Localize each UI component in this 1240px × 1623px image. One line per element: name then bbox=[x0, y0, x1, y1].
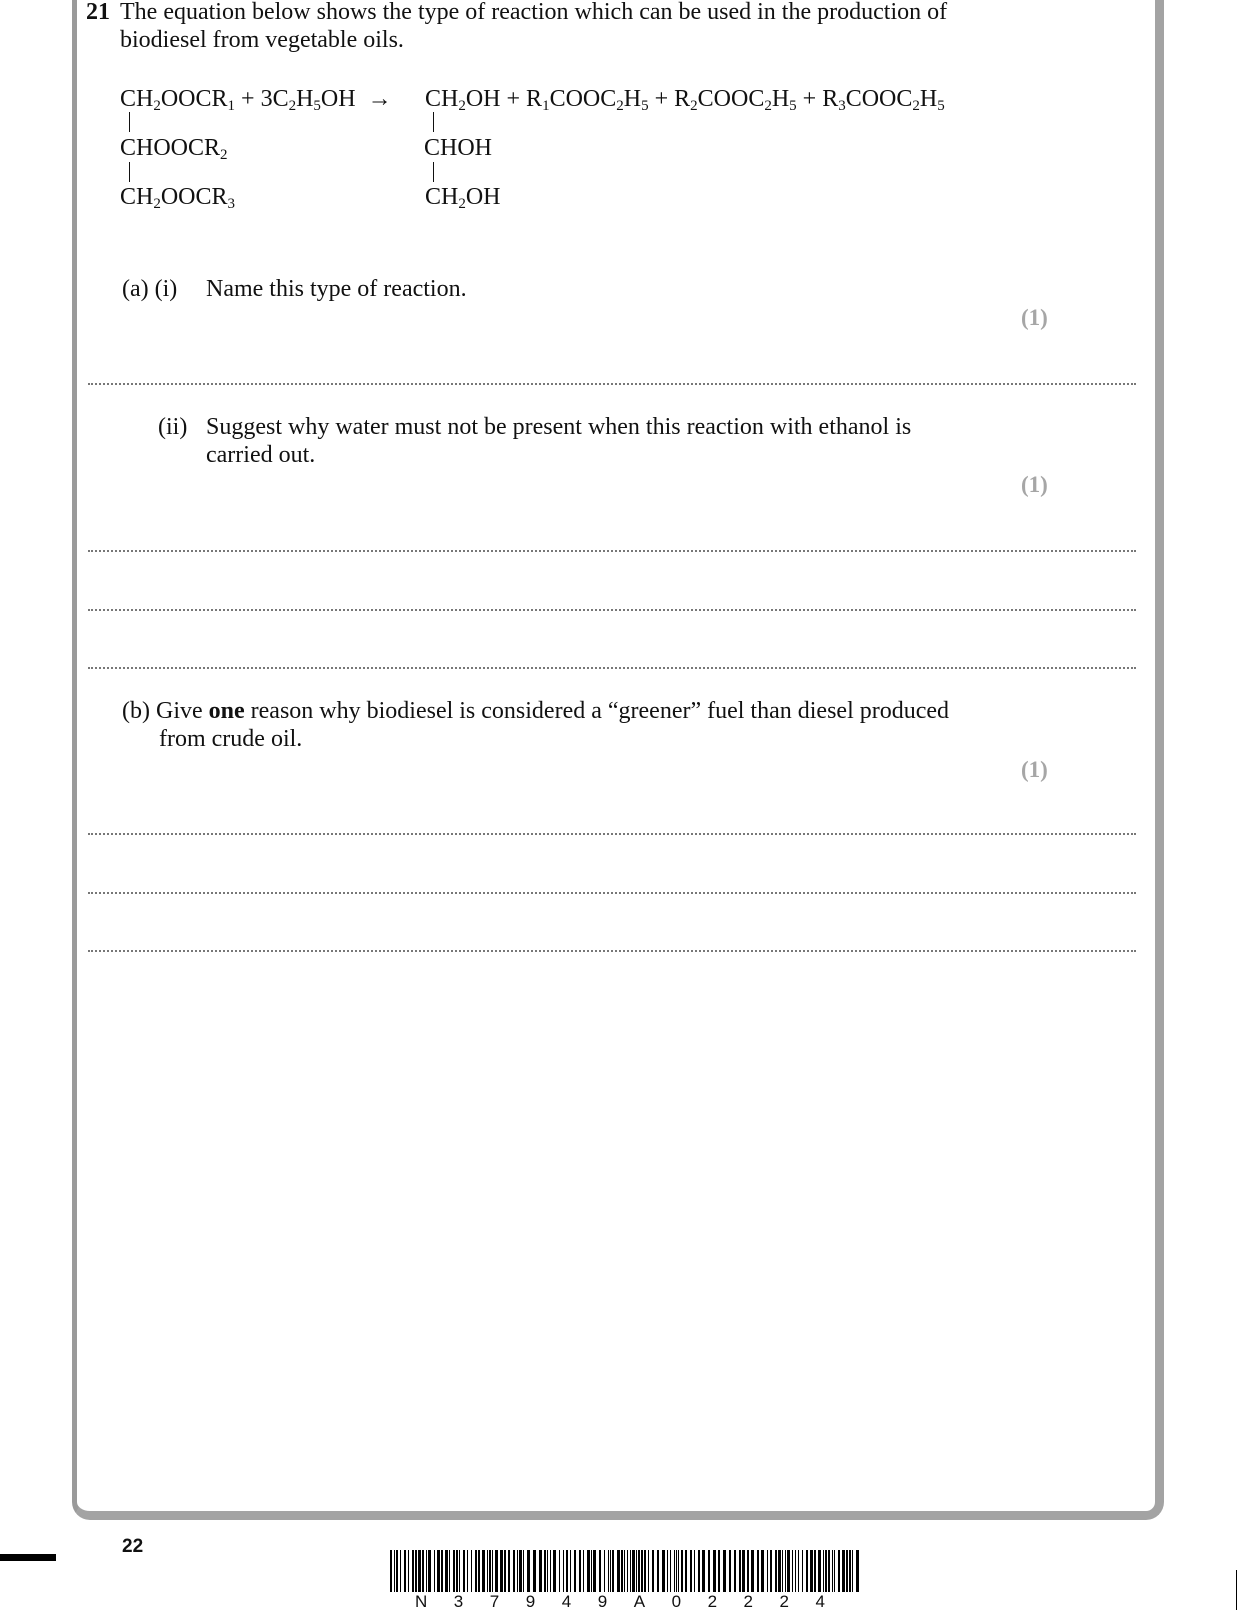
barcode-char: 2 bbox=[707, 1592, 718, 1611]
barcode-bar bbox=[842, 1550, 845, 1592]
question-intro-line2: biodiesel from vegetable oils. bbox=[120, 27, 404, 53]
barcode-bar bbox=[685, 1550, 687, 1592]
barcode-bar bbox=[834, 1550, 835, 1592]
barcode-bar bbox=[632, 1550, 635, 1592]
page-border bbox=[72, 0, 1164, 1520]
barcode-bar bbox=[852, 1550, 853, 1592]
barcode-bar bbox=[533, 1550, 536, 1592]
barcode-bar bbox=[412, 1550, 414, 1592]
answer-line[interactable] bbox=[88, 667, 1136, 669]
barcode-bar bbox=[778, 1550, 781, 1592]
barcode-bar bbox=[563, 1550, 564, 1592]
equation-reactant-mid: $CHOOCR_2$ bbox=[120, 135, 228, 163]
barcode-bar bbox=[729, 1550, 731, 1592]
barcode-bar bbox=[667, 1550, 668, 1592]
part-b-line1: (b) Give one reason why biodiesel is considered a “greener” fuel than diesel produced bbox=[122, 698, 950, 724]
barcode-bar bbox=[761, 1550, 764, 1592]
bond-line bbox=[129, 162, 130, 182]
barcode-bar bbox=[678, 1550, 679, 1592]
barcode-bar bbox=[495, 1550, 498, 1592]
barcode-bar bbox=[456, 1550, 458, 1592]
barcode-bar bbox=[792, 1550, 793, 1592]
equation-product-top: $CH_2OH$ + $R_1COOC_2H_5$ + $R_2COOC_2H_5$ + $R_3COOC_2H_5$ bbox=[425, 86, 945, 114]
barcode-bar bbox=[547, 1550, 548, 1592]
equation-product-bottom: $CH_2OH$ bbox=[425, 184, 501, 212]
barcode-bar bbox=[775, 1550, 777, 1592]
barcode-bar bbox=[559, 1550, 560, 1592]
barcode-bar bbox=[846, 1550, 848, 1592]
answer-line[interactable] bbox=[88, 833, 1136, 835]
barcode-bar bbox=[428, 1550, 431, 1592]
barcode-bar bbox=[624, 1550, 625, 1592]
barcode-bar bbox=[810, 1550, 813, 1592]
barcode-bar bbox=[404, 1550, 406, 1592]
barcode-bar bbox=[475, 1550, 477, 1592]
answer-line[interactable] bbox=[88, 550, 1136, 552]
barcode-bar bbox=[630, 1550, 631, 1592]
barcode-bar bbox=[418, 1550, 421, 1592]
barcode-bar bbox=[856, 1550, 859, 1592]
barcode-bar bbox=[394, 1550, 395, 1592]
barcode-bar bbox=[539, 1550, 542, 1592]
barcode-bar bbox=[390, 1550, 392, 1592]
question-number: 21 bbox=[86, 0, 110, 25]
barcode-bar bbox=[770, 1550, 772, 1592]
barcode-char: 9 bbox=[597, 1592, 608, 1611]
barcode-bar bbox=[676, 1550, 677, 1592]
barcode-bar bbox=[698, 1550, 700, 1592]
part-a-i-label: (a) (i) bbox=[122, 276, 178, 302]
barcode-bar bbox=[408, 1550, 409, 1592]
barcode-bar bbox=[570, 1550, 571, 1592]
answer-line[interactable] bbox=[88, 892, 1136, 894]
emphasis-one: one bbox=[208, 698, 245, 724]
barcode-bar bbox=[787, 1550, 790, 1592]
barcode-bar bbox=[702, 1550, 705, 1592]
part-b-line2: from crude oil. bbox=[159, 726, 303, 752]
barcode-char: A bbox=[633, 1592, 646, 1611]
barcode-bar bbox=[608, 1550, 609, 1592]
barcode-bar bbox=[396, 1550, 398, 1592]
barcode-char: N bbox=[415, 1592, 428, 1611]
part-a-ii-line1: Suggest why water must not be present when this reaction with ethanol is bbox=[206, 414, 912, 440]
barcode-bar bbox=[400, 1550, 401, 1592]
barcode-bar bbox=[823, 1550, 824, 1592]
barcode-bar bbox=[795, 1550, 796, 1592]
barcode-bar bbox=[718, 1550, 720, 1592]
barcode-bar bbox=[489, 1550, 491, 1592]
barcode-bar bbox=[604, 1550, 605, 1592]
barcode-bar bbox=[566, 1550, 568, 1592]
registration-mark bbox=[0, 1554, 56, 1561]
barcode-bar bbox=[751, 1550, 754, 1592]
equation-reactant-top: $CH_2OOCR_1 + 3C_2H_5OH$ → bbox=[120, 86, 392, 114]
barcode-bar bbox=[445, 1550, 448, 1592]
barcode-bar bbox=[583, 1550, 584, 1592]
barcode-bar bbox=[574, 1550, 576, 1592]
barcode-bar bbox=[453, 1550, 455, 1592]
barcode-bar bbox=[690, 1550, 692, 1592]
barcode-bar bbox=[487, 1550, 488, 1592]
barcode bbox=[390, 1550, 860, 1592]
barcode-bar bbox=[527, 1550, 530, 1592]
equation-reactant-bottom: $CH_2OOCR_3$ bbox=[120, 184, 236, 212]
barcode-bar bbox=[674, 1550, 675, 1592]
barcode-bar bbox=[641, 1550, 643, 1592]
barcode-bar bbox=[747, 1550, 749, 1592]
barcode-bar bbox=[599, 1550, 601, 1592]
barcode-char: 3 bbox=[453, 1592, 464, 1611]
barcode-bar bbox=[517, 1550, 518, 1592]
barcode-bar bbox=[644, 1550, 646, 1592]
barcode-bar bbox=[636, 1550, 637, 1592]
bond-line bbox=[433, 112, 434, 132]
barcode-bar bbox=[492, 1550, 493, 1592]
barcode-bar bbox=[785, 1550, 786, 1592]
barcode-bar bbox=[713, 1550, 716, 1592]
registration-mark bbox=[1236, 1570, 1237, 1610]
barcode-text bbox=[415, 1592, 825, 1612]
barcode-bar bbox=[553, 1550, 556, 1592]
barcode-bar bbox=[587, 1550, 590, 1592]
barcode-bar bbox=[422, 1550, 424, 1592]
barcode-bar bbox=[814, 1550, 816, 1592]
answer-line[interactable] bbox=[88, 609, 1136, 611]
barcode-bar bbox=[648, 1550, 649, 1592]
barcode-char: 2 bbox=[743, 1592, 754, 1611]
barcode-char: 9 bbox=[525, 1592, 536, 1611]
barcode-char: 4 bbox=[815, 1592, 825, 1611]
barcode-char: 7 bbox=[489, 1592, 500, 1611]
barcode-bar bbox=[627, 1550, 628, 1592]
barcode-bar bbox=[652, 1550, 654, 1592]
barcode-bar bbox=[426, 1550, 427, 1592]
barcode-bar bbox=[806, 1550, 808, 1592]
barcode-bar bbox=[463, 1550, 465, 1592]
page-number: 22 bbox=[122, 1536, 144, 1557]
barcode-bar bbox=[621, 1550, 623, 1592]
part-a-i-marks: (1) bbox=[1021, 305, 1048, 330]
bond-line bbox=[433, 162, 434, 182]
barcode-bar bbox=[467, 1550, 468, 1592]
barcode-bar bbox=[504, 1550, 506, 1592]
barcode-char: 2 bbox=[779, 1592, 789, 1611]
part-b-marks: (1) bbox=[1021, 757, 1048, 782]
barcode-bar bbox=[593, 1550, 596, 1592]
equation-product-mid: CHOH bbox=[424, 135, 493, 161]
barcode-bar bbox=[459, 1550, 460, 1592]
barcode-bar bbox=[471, 1550, 472, 1592]
barcode-bar bbox=[832, 1550, 833, 1592]
barcode-bar bbox=[482, 1550, 485, 1592]
barcode-bar bbox=[610, 1550, 611, 1592]
barcode-char: 0 bbox=[671, 1592, 682, 1611]
barcode-char: 4 bbox=[561, 1592, 572, 1611]
barcode-bar bbox=[591, 1550, 592, 1592]
barcode-bar bbox=[734, 1550, 736, 1592]
barcode-bar bbox=[723, 1550, 726, 1592]
barcode-bar bbox=[708, 1550, 710, 1592]
barcode-bar bbox=[782, 1550, 783, 1592]
barcode-bar bbox=[739, 1550, 741, 1592]
barcode-bar bbox=[838, 1550, 840, 1592]
barcode-bar bbox=[638, 1550, 640, 1592]
barcode-bar bbox=[478, 1550, 480, 1592]
answer-line[interactable] bbox=[88, 950, 1136, 952]
bond-line bbox=[129, 112, 130, 132]
barcode-bar bbox=[818, 1550, 821, 1592]
barcode-bar bbox=[415, 1550, 417, 1592]
barcode-bar bbox=[798, 1550, 799, 1592]
part-a-ii-label: (ii) bbox=[158, 414, 188, 440]
barcode-bar bbox=[513, 1550, 515, 1592]
barcode-bar bbox=[670, 1550, 671, 1592]
barcode-bar bbox=[681, 1550, 683, 1592]
barcode-bar bbox=[767, 1550, 768, 1592]
part-a-ii-line2: carried out. bbox=[206, 442, 316, 468]
barcode-bar bbox=[519, 1550, 522, 1592]
barcode-bar bbox=[508, 1550, 510, 1592]
barcode-bar bbox=[662, 1550, 665, 1592]
barcode-bar bbox=[825, 1550, 827, 1592]
barcode-bar bbox=[550, 1550, 551, 1592]
barcode-bar bbox=[434, 1550, 435, 1592]
barcode-bar bbox=[742, 1550, 745, 1592]
barcode-bar bbox=[500, 1550, 503, 1592]
part-a-ii-marks: (1) bbox=[1021, 472, 1048, 497]
barcode-bar bbox=[523, 1550, 524, 1592]
barcode-bar bbox=[802, 1550, 803, 1592]
barcode-bar bbox=[612, 1550, 614, 1592]
part-a-i-text: Name this type of reaction. bbox=[206, 276, 467, 302]
barcode-bar bbox=[437, 1550, 440, 1592]
barcode-bar bbox=[544, 1550, 546, 1592]
barcode-bar bbox=[441, 1550, 443, 1592]
barcode-bar bbox=[617, 1550, 620, 1592]
barcode-bar bbox=[657, 1550, 659, 1592]
barcode-bar bbox=[579, 1550, 581, 1592]
answer-line[interactable] bbox=[88, 383, 1136, 385]
barcode-bar bbox=[849, 1550, 851, 1592]
barcode-bar bbox=[757, 1550, 759, 1592]
barcode-bar bbox=[828, 1550, 830, 1592]
question-intro-line1: The equation below shows the type of reaction which can be used in the production of bbox=[120, 0, 948, 25]
barcode-bar bbox=[694, 1550, 695, 1592]
barcode-bar bbox=[449, 1550, 450, 1592]
